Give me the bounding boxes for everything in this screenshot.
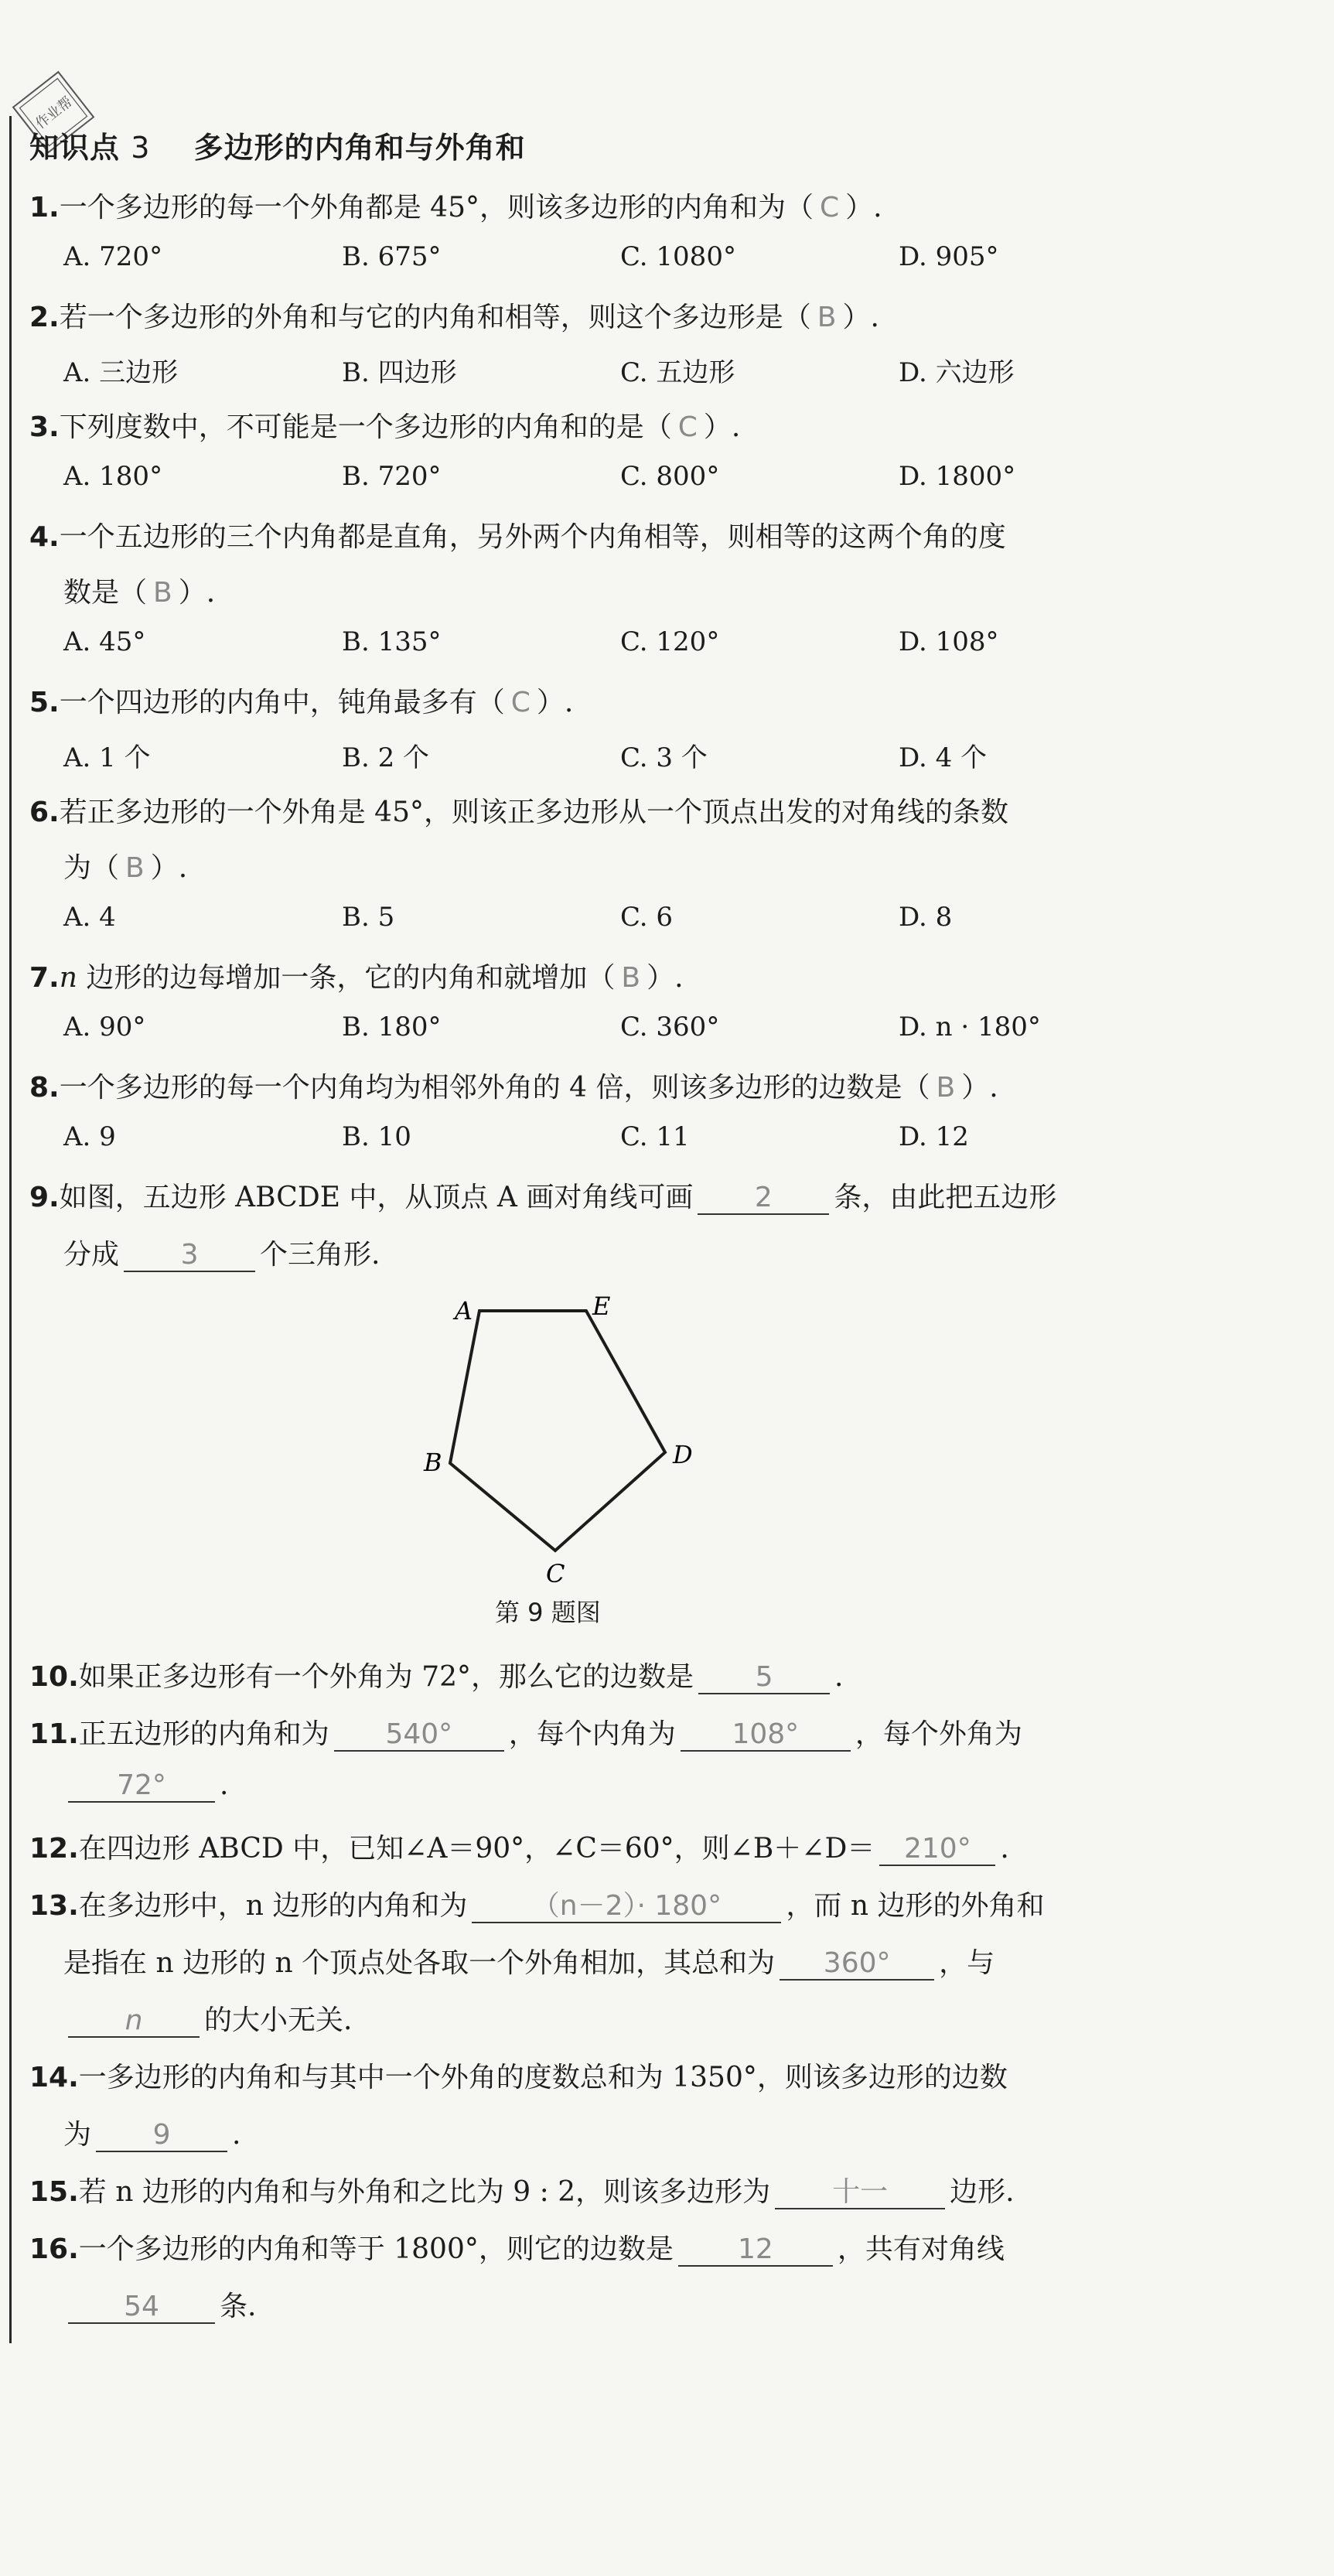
question-stem-end: ）. (178, 577, 216, 609)
variable-n: n (59, 962, 77, 994)
choice-c: C. 800° (620, 461, 720, 492)
choice-a: A. 720° (63, 241, 163, 272)
question-3 (29, 405, 740, 445)
question-number: 15. (29, 2176, 79, 2208)
pentagon-shape (450, 1311, 665, 1551)
choice-d: D. 108° (899, 626, 999, 657)
choice-c: C. 五边形 (620, 357, 735, 388)
question-stem: 在四边形 ABCD 中，已知∠A＝90°，∠C＝60°，则∠B＋∠D＝ (78, 1833, 875, 1865)
question-5 (29, 681, 573, 720)
choice-a: A. 180° (63, 461, 163, 492)
choice-a: A. 三边形 (63, 357, 179, 388)
question-9-cont (63, 1233, 380, 1272)
choice-c: C. 6 (620, 902, 674, 933)
question-stem: 一个四边形的内角中，钝角最多有（ (59, 687, 505, 718)
question-stem-mid: ，每个外角为 (855, 1718, 1022, 1750)
question-number: 7. (29, 962, 60, 994)
answer-blank: 5 (698, 1662, 830, 1694)
question-stem: 如果正多边形有一个外角为 72°，那么它的边数是 (78, 1661, 694, 1693)
question-stem-mid: ，与 (939, 1947, 995, 1979)
section-index: 3 (131, 131, 151, 165)
answer-handwritten: B (125, 852, 145, 884)
question-stem-mid: 条，由此把五边形 (834, 1182, 1057, 1213)
question-stem-end: 条. (220, 2291, 257, 2322)
question-number: 4. (29, 521, 60, 553)
question-stem-cont: 数是（ (63, 577, 148, 609)
vertex-label-e: E (592, 1291, 611, 1321)
choice-b: B. 675° (342, 241, 442, 272)
question-4 (29, 515, 1006, 554)
vertex-label-c: C (546, 1559, 565, 1588)
question-2 (29, 295, 879, 335)
question-number: 5. (29, 687, 60, 718)
question-stem: 若正多边形的一个外角是 45°，则该正多边形从一个顶点出发的对角线的条数 (59, 797, 1008, 828)
question-16 (29, 2227, 1005, 2267)
figure-caption: 第 9 题图 (495, 1598, 601, 1627)
question-stem-end: 的大小无关. (204, 2005, 353, 2036)
question-stem: 一个多边形的每一个外角都是 45°，则该多边形的内角和为（ (59, 192, 814, 223)
section-heading: 多边形的内角和与外角和 (193, 131, 526, 165)
question-12 (29, 1827, 1009, 1866)
choice-d: D. 905° (899, 241, 999, 272)
question-13-cont2 (63, 1998, 352, 2038)
question-number: 13. (29, 1890, 79, 1922)
answer-handwritten: B (817, 302, 837, 333)
question-number: 8. (29, 1072, 60, 1104)
question-stem-cont: 为 (63, 2119, 92, 2151)
question-stem-end: ）. (703, 411, 741, 443)
question-stem-cont: 为（ (63, 852, 120, 884)
question-stem: 一个五边形的三个内角都是直角，另外两个内角相等，则相等的这两个角的度 (59, 521, 1006, 553)
question-stem: 若 n 边形的内角和与外角和之比为 9 : 2，则该多边形为 (78, 2176, 771, 2208)
answer-blank: 十一 (775, 2177, 945, 2209)
answer-handwritten: C (510, 687, 531, 718)
choice-d: D. 8 (899, 902, 953, 933)
question-stem-end: . (834, 1661, 844, 1693)
choice-a: A. 45° (63, 626, 146, 657)
question-1 (29, 186, 882, 225)
question-stem: 边形的边每增加一条，它的内角和就增加（ (77, 962, 616, 994)
question-stem: 一多边形的内角和与其中一个外角的度数总和为 1350°，则该多边形的边数 (78, 2062, 1008, 2093)
choice-a: A. 4 (63, 902, 116, 933)
question-number: 2. (29, 302, 60, 333)
question-stem-mid: ，每个内角为 (508, 1718, 676, 1750)
choice-d: D. 1800° (899, 461, 1016, 492)
choice-b: B. 135° (342, 626, 442, 657)
left-margin-rule (9, 116, 12, 2343)
section-title (29, 124, 526, 166)
question-6-cont (63, 846, 187, 885)
question-stem: 一个多边形的每一个内角均为相邻外角的 4 倍，则该多边形的边数是（ (59, 1072, 930, 1104)
pentagon-figure (410, 1284, 719, 1593)
choice-c: C. 3 个 (620, 742, 708, 773)
question-stem-end: ）. (842, 302, 879, 333)
question-stem-mid: ，共有对角线 (837, 2233, 1005, 2265)
question-9 (29, 1175, 1056, 1215)
answer-blank: 540° (334, 1719, 504, 1752)
question-stem-end: . (220, 1769, 229, 1801)
question-14 (29, 2056, 1008, 2095)
choice-c: C. 120° (620, 626, 720, 657)
question-stem-end: 边形. (950, 2176, 1015, 2208)
question-4-cont (63, 571, 215, 610)
question-number: 16. (29, 2233, 79, 2265)
question-number: 11. (29, 1718, 79, 1750)
question-11 (29, 1712, 1022, 1752)
section-label: 知识点 (29, 131, 121, 165)
question-15 (29, 2170, 1015, 2209)
question-stem-end: . (1000, 1833, 1009, 1865)
question-stem: 在多边形中，n 边形的内角和为 (78, 1890, 468, 1922)
answer-handwritten: C (677, 411, 698, 443)
choice-c: C. 360° (620, 1012, 720, 1042)
choice-d: D. 六边形 (899, 357, 1015, 388)
choice-a: A. 90° (63, 1012, 146, 1042)
question-stem-end: ）. (845, 192, 882, 223)
choice-b: B. 720° (342, 461, 442, 492)
question-number: 3. (29, 411, 60, 443)
question-stem-end: 个三角形. (260, 1239, 380, 1271)
answer-blank: 3 (124, 1240, 255, 1272)
question-stem-end: ）. (150, 852, 188, 884)
answer-blank: 2 (698, 1182, 829, 1215)
question-number: 9. (29, 1182, 60, 1213)
choice-b: B. 180° (342, 1012, 442, 1042)
choice-c: C. 1080° (620, 241, 736, 272)
question-14-cont (63, 2113, 241, 2152)
question-stem-cont: 分成 (63, 1239, 120, 1271)
vertex-label-b: B (424, 1448, 442, 1477)
choice-b: B. 四边形 (342, 357, 457, 388)
answer-handwritten: C (820, 192, 840, 223)
question-number: 12. (29, 1833, 79, 1865)
choice-b: B. 10 (342, 1121, 411, 1152)
question-stem: 下列度数中，不可能是一个多边形的内角和的是（ (59, 411, 672, 443)
question-stem: 若一个多边形的外角和与它的内角和相等，则这个多边形是（ (59, 302, 811, 333)
question-11-cont (63, 1769, 228, 1803)
vertex-label-d: D (673, 1440, 693, 1469)
answer-blank: 210° (879, 1834, 995, 1866)
question-number: 10. (29, 1661, 79, 1693)
question-6 (29, 790, 1008, 830)
question-stem-cont: 是指在 n 边形的 n 个顶点处各取一个外角相加，其总和为 (63, 1947, 776, 1979)
answer-blank: 54 (68, 2291, 215, 2324)
answer-blank: （n－2）· 180° (472, 1891, 781, 1923)
question-number: 6. (29, 797, 60, 828)
question-stem-end: ）. (536, 687, 574, 718)
question-stem: 一个多边形的内角和等于 1800°，则它的边数是 (78, 2233, 674, 2265)
answer-blank: 12 (678, 2234, 833, 2267)
choice-b: B. 5 (342, 902, 395, 933)
choice-b: B. 2 个 (342, 742, 430, 773)
question-stem-mid: ，而 n 边形的外角和 (786, 1890, 1045, 1922)
answer-handwritten: B (621, 962, 641, 994)
answer-handwritten: B (153, 577, 172, 609)
question-16-cont (63, 2284, 256, 2324)
answer-handwritten: B (936, 1072, 956, 1104)
answer-blank: 108° (681, 1719, 851, 1752)
choice-d: D. 4 个 (899, 742, 988, 773)
vertex-label-a: A (455, 1296, 473, 1326)
question-13 (29, 1884, 1045, 1923)
question-stem: 正五边形的内角和为 (78, 1718, 329, 1750)
question-number: 14. (29, 2062, 79, 2093)
question-number: 1. (29, 192, 60, 223)
question-8 (29, 1066, 998, 1105)
question-13-cont (63, 1941, 995, 1981)
choice-d: D. 12 (899, 1121, 969, 1152)
stamp-text: 作业帮 (32, 94, 76, 133)
choice-c: C. 11 (620, 1121, 690, 1152)
question-stem: 如图，五边形 ABCDE 中，从顶点 A 画对角线可画 (59, 1182, 694, 1213)
answer-blank: 360° (780, 1948, 934, 1981)
question-7 (29, 956, 684, 995)
answer-blank: n (68, 2005, 200, 2038)
answer-blank: 9 (96, 2120, 227, 2152)
question-10 (29, 1655, 844, 1694)
choice-a: A. 1 个 (63, 742, 151, 773)
choice-a: A. 9 (63, 1121, 116, 1152)
question-stem-end: ）. (961, 1072, 998, 1104)
choice-d: D. n · 180° (899, 1012, 1041, 1042)
question-stem-end: . (232, 2119, 241, 2151)
question-stem-end: ）. (647, 962, 684, 994)
answer-blank: 72° (68, 1770, 215, 1803)
